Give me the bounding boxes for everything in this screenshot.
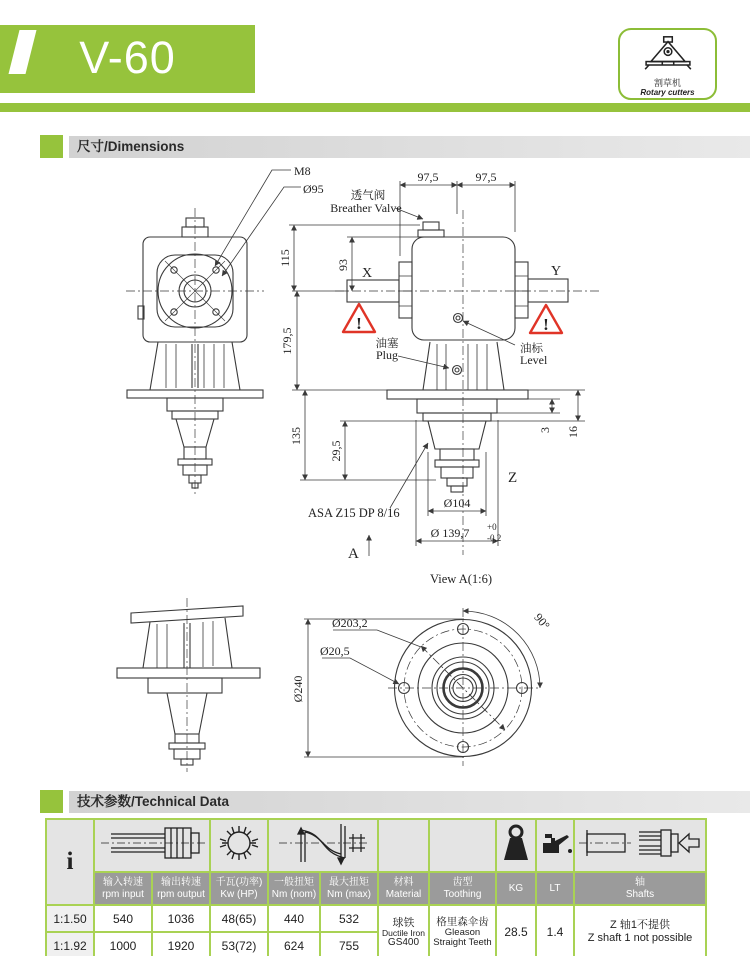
kg-value: 28.5	[496, 905, 536, 956]
dim-179-5: 179,5	[280, 327, 294, 355]
view-a-title: View A(1:6)	[429, 572, 493, 586]
shaft-assembly-icon	[577, 820, 703, 866]
warning-triangle-right	[530, 305, 562, 334]
dimensions-drawing	[0, 150, 750, 795]
section-bar	[69, 791, 750, 813]
table-row	[46, 905, 706, 932]
section-technical-header	[0, 790, 750, 814]
rpm-input-value: 540	[94, 905, 152, 932]
section-bullet	[40, 790, 63, 813]
axis-x-label: X	[362, 266, 373, 281]
dim-d139-7-tol-bottom: -0,2	[487, 533, 502, 543]
weight-icon	[500, 822, 532, 864]
label-level-en: Level	[520, 353, 548, 367]
material-column-icon-cell	[378, 819, 429, 872]
page-title: V-60	[79, 32, 176, 83]
dim-93: 93	[336, 259, 350, 271]
label-plug-en: Plug	[375, 348, 399, 362]
col-header-rpm-input: 输入转速 rpm input	[94, 872, 152, 905]
nm-max-value: 532	[320, 905, 378, 932]
dim-90-deg: 90°	[531, 610, 553, 633]
label-breather-en: Breather Valve	[330, 201, 402, 215]
kw-value: 48(65)	[210, 905, 268, 932]
axis-z-label: Z	[508, 470, 518, 486]
toothing-value: 格里森伞齿 Gleason Straight Teeth	[429, 905, 496, 956]
splined-shaft-icon	[97, 820, 207, 866]
col-header-kg: KG	[496, 872, 536, 905]
label-level-cn: 油标	[520, 343, 543, 355]
dim-d20-5: Ø20,5	[320, 644, 350, 658]
nm-nom-value: 440	[268, 905, 320, 932]
kg-column-icon-cell	[496, 819, 536, 872]
material-value: 球铁 Ductile Iron GS400	[378, 905, 429, 956]
col-header-lt: LT	[536, 872, 574, 905]
brand-logo	[618, 28, 717, 100]
rpm-output-value: 1036	[152, 905, 210, 932]
section-technical-title: 技术参数/Technical Data	[77, 794, 230, 809]
dim-d203-2: Ø203,2	[332, 616, 368, 630]
col-header-material: 材料 Material	[378, 872, 429, 905]
dim-97-5-left: 97,5	[417, 170, 439, 184]
col-header-kw: 千瓦(功率) Kw (HP)	[210, 872, 268, 905]
torque-columns-icon-cell	[268, 819, 378, 872]
logo-label-cn: 割草机	[653, 78, 681, 88]
warning-glyph: !	[543, 315, 549, 334]
col-header-nm-nom: 一般扭矩 Nm (nom)	[268, 872, 320, 905]
nm-nom-value: 624	[268, 932, 320, 956]
warning-glyph: !	[356, 314, 362, 333]
rpm-output-value: 1920	[152, 932, 210, 956]
dim-d104: Ø104	[443, 496, 471, 510]
lt-column-icon-cell	[536, 819, 574, 872]
lt-value: 1.4	[536, 905, 574, 956]
ratio-value: 1:1.50	[46, 905, 94, 932]
ratio-column-header: i	[46, 819, 94, 905]
toothing-column-icon-cell	[429, 819, 496, 872]
kw-value: 53(72)	[210, 932, 268, 956]
technical-data-table	[45, 818, 707, 956]
dim-d240: Ø240	[291, 675, 305, 703]
section-dimensions-title: 尺寸/Dimensions	[77, 139, 185, 154]
header-rule	[0, 103, 750, 112]
header-banner	[0, 25, 255, 93]
dim-115: 115	[278, 249, 292, 267]
dim-d139-7: Ø 139,7	[430, 526, 470, 540]
label-spline: ASA Z15 DP 8/16	[308, 506, 400, 520]
speed-columns-icon-cell	[94, 819, 210, 872]
nm-max-value: 755	[320, 932, 378, 956]
col-header-nm-max: 最大扭矩 Nm (max)	[320, 872, 378, 905]
shafts-column-icon-cell	[574, 819, 706, 872]
dim-29-5: 29,5	[329, 440, 343, 462]
dim-97-5-right: 97,5	[475, 170, 497, 184]
col-header-toothing: 齿型 Toothing	[429, 872, 496, 905]
col-header-shafts: 轴 Shafts	[574, 872, 706, 905]
shafts-note: Z 轴1不提供 Z shaft 1 not possible	[574, 905, 706, 956]
warning-triangle-left	[343, 304, 375, 333]
logo-label-en: Rotary cutters	[640, 88, 695, 97]
torque-arrows-icon	[271, 820, 375, 866]
col-header-rpm-output: 输出转速 rpm output	[152, 872, 210, 905]
label-d95: Ø95	[303, 182, 324, 196]
sun-gear-icon	[213, 820, 265, 866]
label-breather-cn: 透气阀	[350, 190, 386, 202]
dim-d139-7-tol-top: +0	[487, 522, 497, 532]
view-arrow-label: A	[348, 546, 359, 562]
ratio-value: 1:1.92	[46, 932, 94, 956]
power-column-icon-cell	[210, 819, 268, 872]
label-m8: M8	[294, 164, 311, 178]
oil-can-icon	[537, 825, 573, 861]
dim-3: 3	[538, 427, 552, 433]
rpm-input-value: 1000	[94, 932, 152, 956]
label-plug-cn: 油塞	[375, 338, 399, 350]
rotary-cutter-icon	[639, 33, 697, 73]
dim-135: 135	[289, 427, 303, 445]
dim-16: 16	[566, 426, 580, 438]
axis-y-label: Y	[551, 264, 562, 279]
